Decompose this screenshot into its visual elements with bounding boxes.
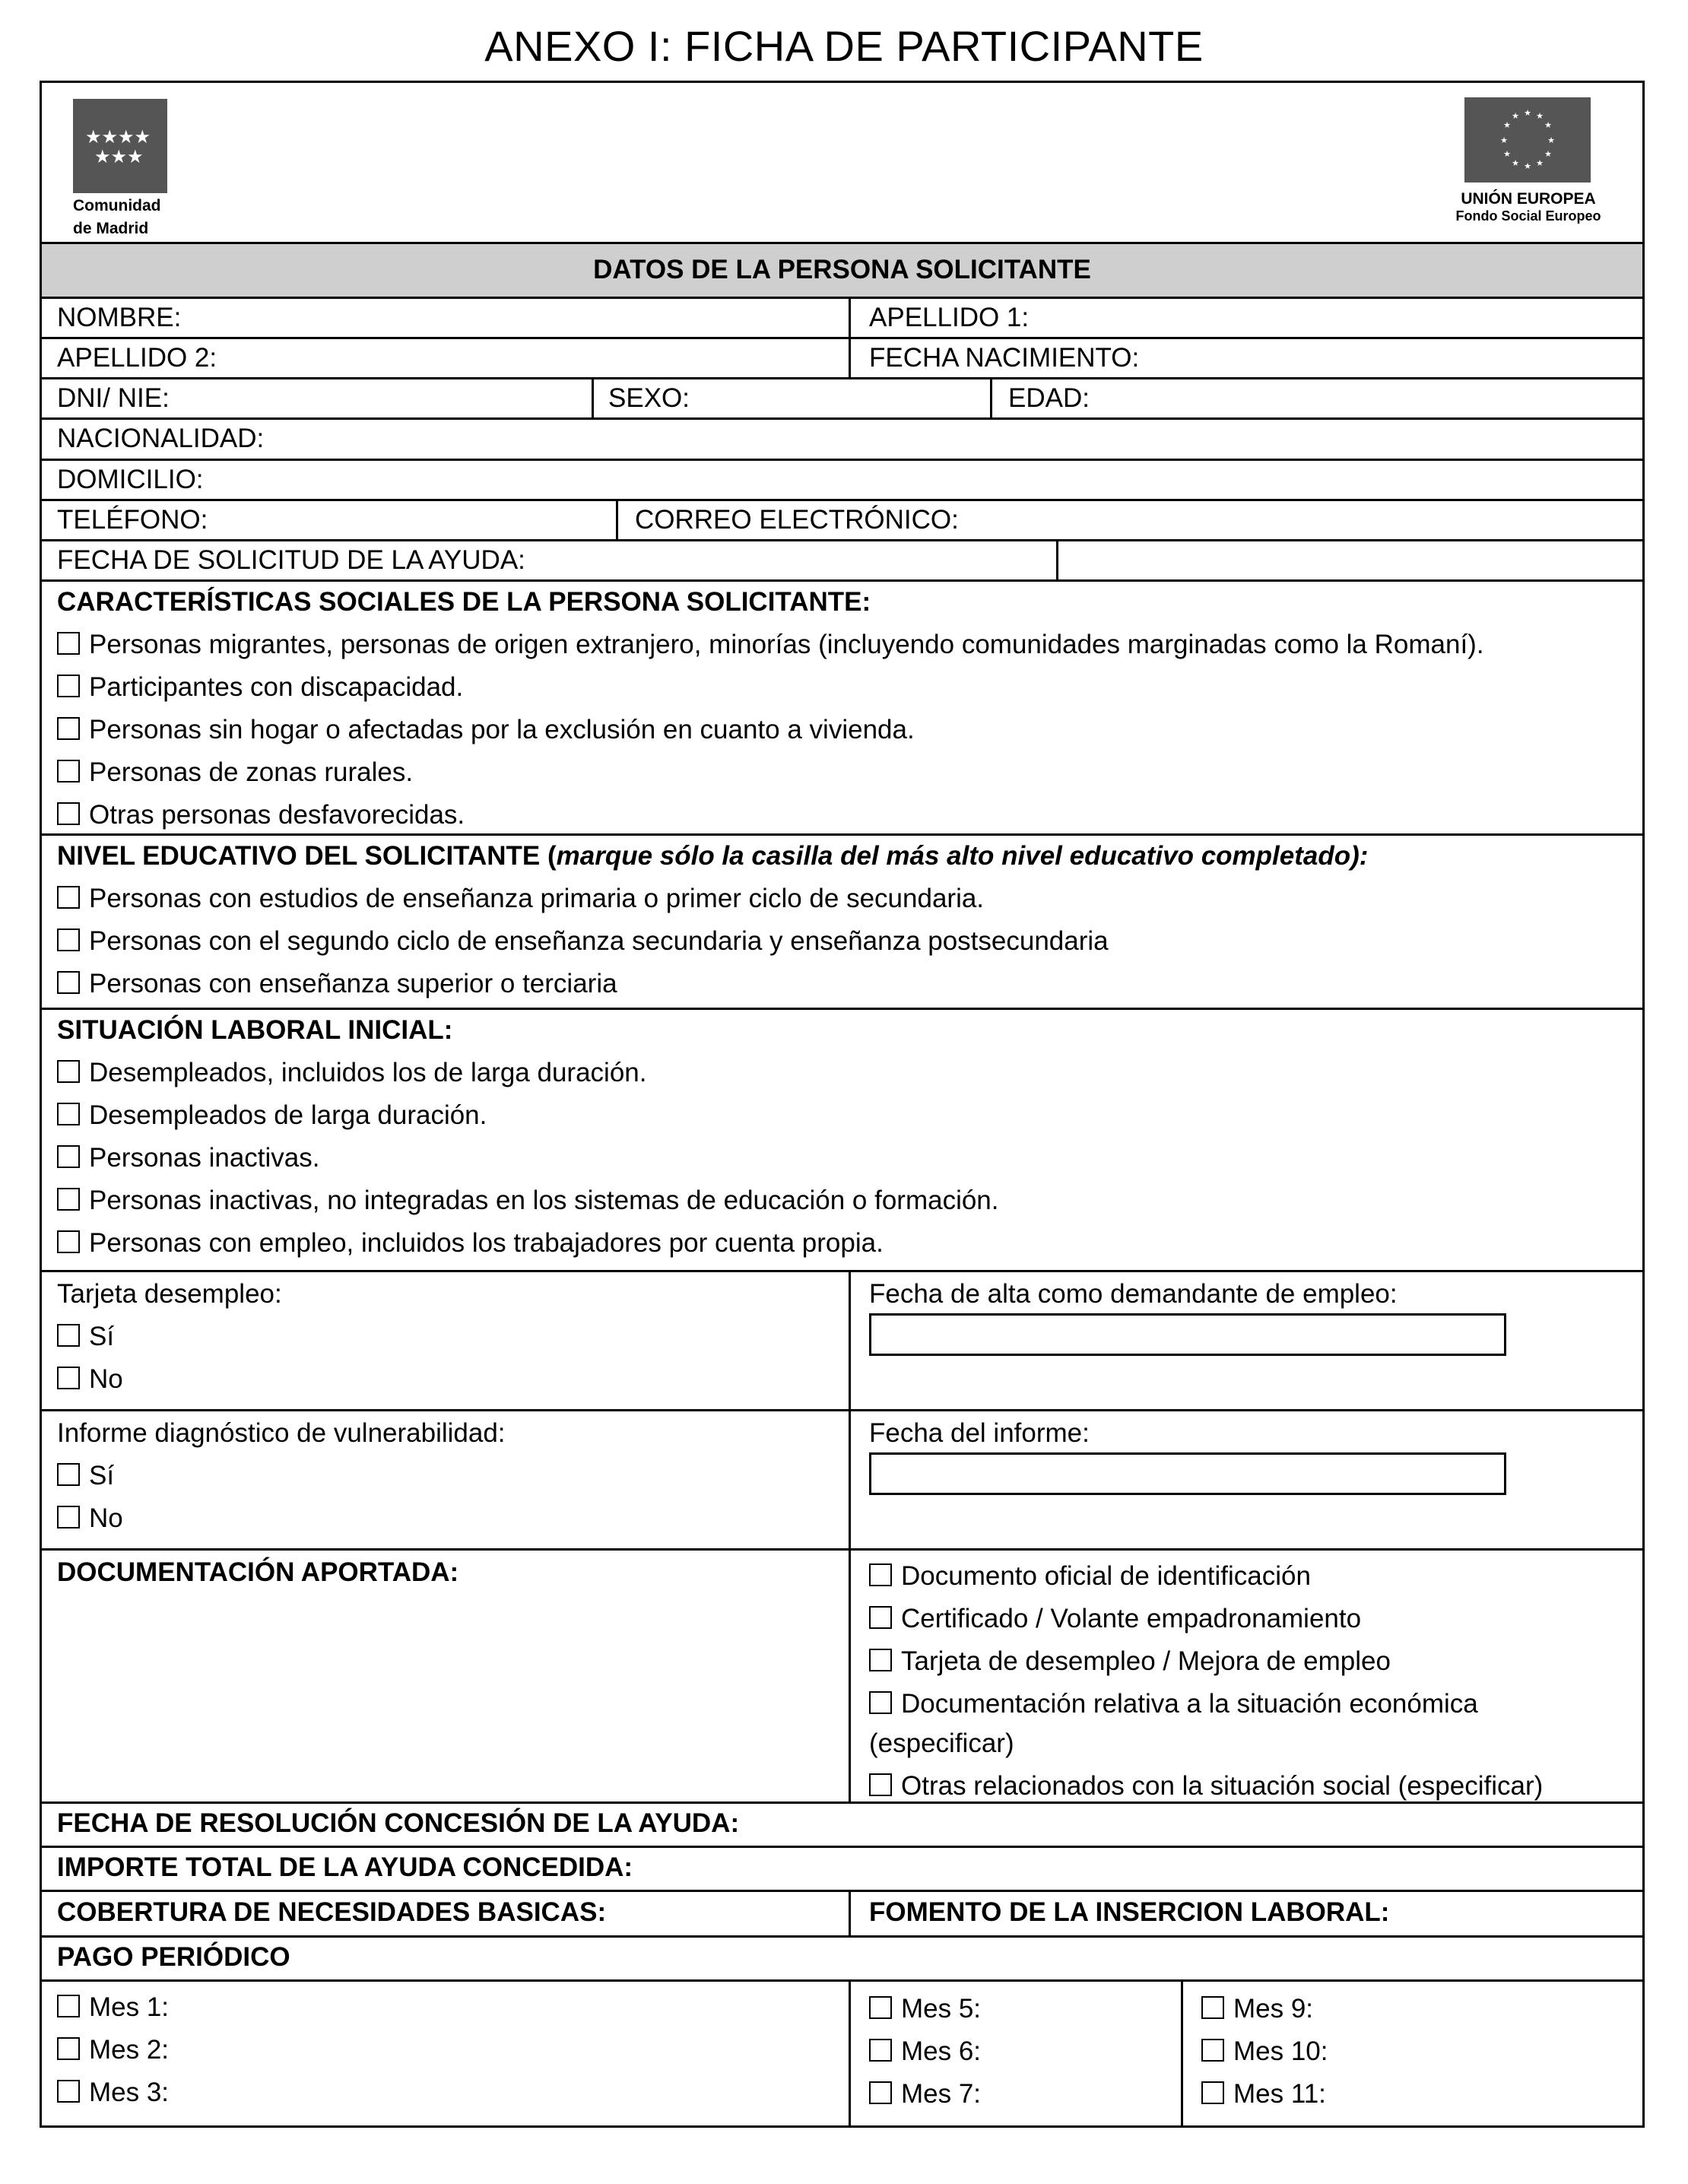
month-option[interactable] xyxy=(869,1988,981,2030)
svg-text:★★★: ★★★ xyxy=(94,146,144,167)
month-option[interactable] xyxy=(1201,2030,1328,2073)
svg-text:★: ★ xyxy=(1547,135,1555,145)
column-divider xyxy=(849,1890,851,1935)
checkbox-icon[interactable] xyxy=(57,1188,80,1211)
checkbox-icon[interactable] xyxy=(869,1773,892,1796)
column-divider xyxy=(616,499,618,539)
informe-date-label: Fecha del informe: xyxy=(869,1418,1090,1448)
column-divider xyxy=(990,377,992,417)
checkbox-icon[interactable] xyxy=(57,1995,80,2017)
option-label: Personas sin hogar o afectadas por la exclusión en cuanto a vivienda. xyxy=(89,715,915,744)
months-col3 xyxy=(1201,1988,1328,2116)
informe-label: Informe diagnóstico de vulnerabilidad: xyxy=(57,1418,506,1448)
svg-text:★: ★ xyxy=(1503,149,1511,159)
checkbox-icon[interactable] xyxy=(57,1103,80,1125)
field-sexo[interactable]: SEXO: xyxy=(608,383,690,413)
option-label: Personas inactivas. xyxy=(89,1143,320,1173)
month-option[interactable] xyxy=(869,2073,981,2116)
field-apellido1[interactable]: APELLIDO 1: xyxy=(869,303,1030,332)
social-section xyxy=(57,581,1484,836)
months-col2 xyxy=(869,1988,981,2116)
divider xyxy=(40,459,1645,461)
education-heading-note: marque sólo la casilla del más alto nivel educativo completado): xyxy=(556,841,1369,871)
column-divider xyxy=(849,297,851,377)
checkbox-option[interactable] xyxy=(57,709,1484,751)
field-telefono[interactable]: TELÉFONO: xyxy=(57,505,208,535)
column-divider xyxy=(1181,1979,1183,2128)
field-edad[interactable]: EDAD: xyxy=(1008,383,1090,413)
option-label: No xyxy=(89,1364,123,1394)
option-label: Desempleados, incluidos los de larga duración. xyxy=(89,1058,647,1087)
checkbox-icon[interactable] xyxy=(57,760,80,782)
option-label: No xyxy=(89,1503,123,1533)
documentacion-options xyxy=(869,1555,1543,1808)
checkbox-icon[interactable] xyxy=(57,929,80,951)
month-option[interactable] xyxy=(57,1986,169,2029)
divider xyxy=(40,417,1645,420)
checkbox-icon[interactable] xyxy=(57,2080,80,2103)
field-domicilio[interactable]: DOMICILIO: xyxy=(57,465,204,494)
checkbox-icon[interactable] xyxy=(869,1691,892,1714)
checkbox-option[interactable] xyxy=(57,1358,282,1401)
month-label: Mes 7: xyxy=(901,2079,982,2109)
checkbox-option[interactable] xyxy=(57,624,1484,666)
svg-text:★: ★ xyxy=(1536,158,1544,168)
checkbox-icon[interactable] xyxy=(869,1606,892,1629)
svg-text:★: ★ xyxy=(1524,108,1531,118)
checkbox-option[interactable] xyxy=(57,666,1484,709)
month-label: Mes 1: xyxy=(89,1992,170,2022)
checkbox-option[interactable] xyxy=(57,1455,506,1497)
education-heading xyxy=(57,835,1368,878)
checkbox-option[interactable] xyxy=(869,1765,1543,1808)
month-option[interactable] xyxy=(1201,1988,1328,2030)
checkbox-option[interactable] xyxy=(57,878,1368,920)
field-dni[interactable]: DNI/ NIE: xyxy=(57,383,170,413)
checkbox-option[interactable] xyxy=(869,1555,1543,1598)
checkbox-icon[interactable] xyxy=(869,1563,892,1586)
svg-text:★: ★ xyxy=(1544,149,1552,159)
eu-logo-line1: UNIÓN EUROPEA xyxy=(1461,190,1596,208)
madrid-stars-icon xyxy=(73,99,167,193)
divider xyxy=(40,1548,1645,1551)
checkbox-option[interactable] xyxy=(57,1179,999,1222)
svg-text:★: ★ xyxy=(1544,120,1552,130)
option-label: Personas inactivas, no integradas en los sistemas de educación o formación. xyxy=(89,1186,999,1215)
checkbox-option[interactable] xyxy=(57,751,1484,794)
checkbox-option[interactable] xyxy=(57,1497,506,1540)
tarjeta-date-label: Fecha de alta como demandante de empleo: xyxy=(869,1279,1398,1309)
social-heading: CARACTERÍSTICAS SOCIALES DE LA PERSONA SOLICITANTE: xyxy=(57,587,871,617)
divider xyxy=(40,1409,1645,1411)
option-label: Personas con estudios de enseñanza primaria o primer ciclo de secundaria. xyxy=(89,884,985,913)
checkbox-icon[interactable] xyxy=(869,2039,892,2062)
checkbox-icon[interactable] xyxy=(57,1463,80,1486)
checkbox-icon[interactable] xyxy=(57,1324,80,1347)
employment-section xyxy=(57,1009,999,1265)
informe-date-input[interactable] xyxy=(869,1452,1506,1495)
documentacion-heading: DOCUMENTACIÓN APORTADA: xyxy=(57,1557,459,1587)
checkbox-icon[interactable] xyxy=(57,1367,80,1389)
eu-logo xyxy=(1445,97,1612,224)
checkbox-icon[interactable] xyxy=(869,2081,892,2104)
svg-text:★: ★ xyxy=(1503,120,1511,130)
checkbox-icon[interactable] xyxy=(57,1060,80,1083)
checkbox-option[interactable] xyxy=(57,1052,999,1094)
checkbox-icon[interactable] xyxy=(57,1506,80,1528)
checkbox-icon[interactable] xyxy=(57,2037,80,2060)
checkbox-icon[interactable] xyxy=(57,717,80,740)
option-label: Personas con empleo, incluidos los trabajadores por cuenta propia. xyxy=(89,1228,884,1258)
option-label: Otras relacionados con la situación social (especificar) xyxy=(901,1771,1544,1801)
madrid-logo-line1: Comunidad xyxy=(73,197,161,214)
month-option[interactable] xyxy=(869,2030,981,2073)
month-label: Mes 5: xyxy=(901,1994,982,2024)
checkbox-icon[interactable] xyxy=(1201,1996,1224,2019)
checkbox-option[interactable] xyxy=(869,1640,1543,1683)
section-header-label: DATOS DE LA PERSONA SOLICITANTE xyxy=(593,255,1091,284)
checkbox-icon[interactable] xyxy=(57,1145,80,1168)
checkbox-option[interactable] xyxy=(869,1683,1543,1722)
informe-section xyxy=(57,1412,506,1540)
field-nombre[interactable]: NOMBRE: xyxy=(57,303,182,332)
divider xyxy=(40,1979,1645,1982)
option-continuation: (especificar) xyxy=(869,1728,1014,1758)
checkbox-option[interactable] xyxy=(57,963,1368,1005)
checkbox-icon[interactable] xyxy=(57,632,80,655)
svg-text:★: ★ xyxy=(1500,135,1508,145)
checkbox-option[interactable] xyxy=(869,1598,1543,1640)
importe-field[interactable]: IMPORTE TOTAL DE LA AYUDA CONCEDIDA: xyxy=(57,1852,633,1882)
divider xyxy=(40,297,1645,299)
madrid-logo xyxy=(73,99,167,239)
eu-flag-icon xyxy=(1464,97,1591,183)
column-divider xyxy=(1056,539,1058,579)
checkbox-icon[interactable] xyxy=(1201,2039,1224,2062)
tarjeta-section xyxy=(57,1273,282,1401)
option-label: Personas de zonas rurales. xyxy=(89,757,414,787)
checkbox-icon[interactable] xyxy=(57,675,80,697)
resolucion-field[interactable]: FECHA DE RESOLUCIÓN CONCESIÓN DE LA AYUDA: xyxy=(57,1808,740,1838)
checkbox-icon[interactable] xyxy=(57,971,80,994)
option-label: Certificado / Volante empadronamiento xyxy=(901,1604,1362,1633)
month-option[interactable] xyxy=(57,2029,169,2071)
education-heading-label: NIVEL EDUCATIVO DEL SOLICITANTE ( xyxy=(57,841,557,871)
option-label: Documentación relativa a la situación económica xyxy=(901,1689,1478,1719)
option-label: Personas migrantes, personas de origen extranjero, minorías (incluyendo comunidades marginadas como la Romaní). xyxy=(89,630,1484,659)
checkbox-icon[interactable] xyxy=(57,886,80,909)
divider xyxy=(40,337,1645,339)
month-option[interactable] xyxy=(57,2071,169,2114)
field-apellido2[interactable]: APELLIDO 2: xyxy=(57,343,217,373)
option-label: Personas con el segundo ciclo de enseñanza secundaria y enseñanza postsecundaria xyxy=(89,926,1109,956)
pago-heading: PAGO PERIÓDICO xyxy=(57,1942,290,1972)
column-divider xyxy=(849,1270,851,1801)
madrid-logo-line2: de Madrid xyxy=(73,220,149,237)
education-section xyxy=(57,835,1368,1005)
month-label: Mes 11: xyxy=(1233,2079,1326,2109)
cobertura-field[interactable]: COBERTURA DE NECESIDADES BASICAS: xyxy=(57,1897,607,1927)
tarjeta-label: Tarjeta desempleo: xyxy=(57,1279,282,1309)
month-label: Mes 6: xyxy=(901,2036,982,2066)
svg-text:★: ★ xyxy=(1524,161,1531,171)
month-label: Mes 9: xyxy=(1233,1994,1314,2024)
checkbox-icon[interactable] xyxy=(57,802,80,825)
column-divider xyxy=(849,1979,851,2128)
month-option[interactable] xyxy=(1201,2073,1328,2116)
section-header xyxy=(42,243,1642,297)
fomento-field[interactable]: FOMENTO DE LA INSERCION LABORAL: xyxy=(869,1897,1390,1927)
svg-text:★: ★ xyxy=(1536,111,1544,121)
svg-text:★: ★ xyxy=(1512,158,1519,168)
option-label: Sí xyxy=(89,1461,115,1490)
month-label: Mes 3: xyxy=(89,2078,170,2107)
month-label: Mes 10: xyxy=(1233,2036,1328,2066)
option-label: Tarjeta de desempleo / Mejora de empleo xyxy=(901,1646,1391,1676)
document-title: ANEXO I: FICHA DE PARTICIPANTE xyxy=(484,22,1204,70)
tarjeta-date-input[interactable] xyxy=(869,1313,1506,1356)
eu-logo-line2: Fondo Social Europeo xyxy=(1455,208,1601,224)
option-label: Desempleados de larga duración. xyxy=(89,1100,487,1130)
checkbox-option[interactable] xyxy=(57,1137,999,1179)
field-nacionalidad[interactable]: NACIONALIDAD: xyxy=(57,424,265,453)
checkbox-option[interactable] xyxy=(57,1316,282,1358)
field-fecha-solicitud[interactable]: FECHA DE SOLICITUD DE LA AYUDA: xyxy=(57,545,525,575)
checkbox-icon[interactable] xyxy=(57,1230,80,1253)
checkbox-option[interactable] xyxy=(57,794,1484,836)
checkbox-option[interactable] xyxy=(57,1094,999,1137)
divider xyxy=(40,1270,1645,1272)
option-label: Participantes con discapacidad. xyxy=(89,672,464,702)
checkbox-icon[interactable] xyxy=(869,1649,892,1671)
divider xyxy=(40,377,1645,379)
checkbox-icon[interactable] xyxy=(1201,2081,1224,2104)
svg-text:★★★★: ★★★★ xyxy=(85,126,151,148)
option-label: Sí xyxy=(89,1322,115,1351)
field-correo[interactable]: CORREO ELECTRÓNICO: xyxy=(635,505,959,535)
employment-heading: SITUACIÓN LABORAL INICIAL: xyxy=(57,1015,453,1045)
option-label: Documento oficial de identificación xyxy=(901,1561,1311,1591)
checkbox-option[interactable] xyxy=(57,920,1368,963)
option-label: Personas con enseñanza superior o terciaria xyxy=(89,969,617,998)
column-divider xyxy=(592,377,594,417)
month-label: Mes 2: xyxy=(89,2035,170,2065)
checkbox-option[interactable] xyxy=(57,1222,999,1265)
months-col1 xyxy=(57,1986,169,2114)
checkbox-icon[interactable] xyxy=(869,1996,892,2019)
divider xyxy=(40,242,1645,244)
option-label: Otras personas desfavorecidas. xyxy=(89,800,465,830)
field-fecha-nacimiento[interactable]: FECHA NACIMIENTO: xyxy=(869,343,1140,373)
svg-text:★: ★ xyxy=(1512,111,1519,121)
